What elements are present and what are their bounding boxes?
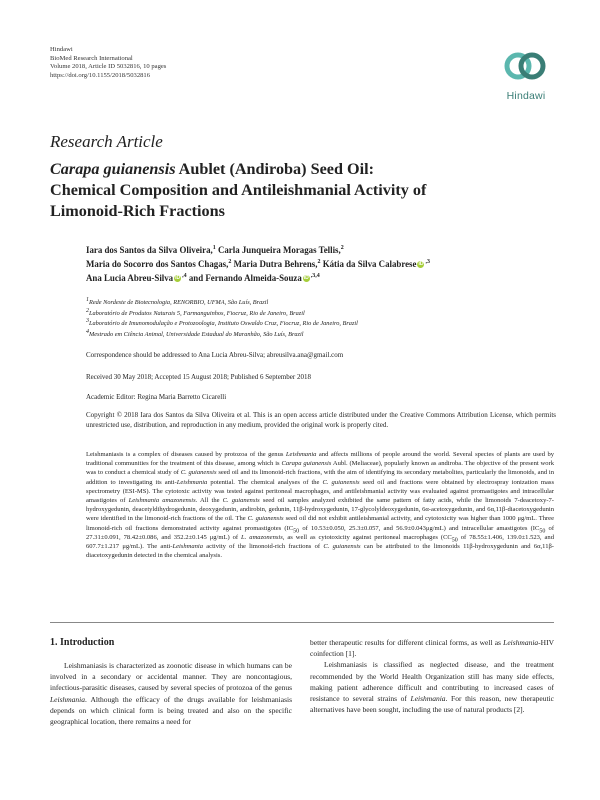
copyright-notice: Copyright © 2018 Iara dos Santos da Silva Oliveira et al. This is an open access article distributed under the Creative Commons Attribution License, which permits unrestricted use, distribution, and reproduction in any medium, provided the original work is properly cited. <box>86 411 556 429</box>
title-line-3: Limonoid-Rich Fractions <box>50 202 225 220</box>
volume-info: Volume 2018, Article ID 5032816, 10 pages <box>50 63 167 71</box>
hindawi-logo-text: Hindawi <box>506 90 546 102</box>
journal-name: BioMed Research International <box>50 54 133 62</box>
section-divider <box>50 622 554 623</box>
orcid-icon[interactable]: iD <box>303 275 309 282</box>
title-line-1: Aublet (Andiroba) Seed Oil: <box>175 160 374 178</box>
orcid-icon[interactable]: iD <box>175 275 181 282</box>
affiliation: $^1$Rede Nordeste de Biotecnologia, RENORBIO, UFMA, São Luís, Brazil <box>86 296 269 306</box>
article-type: Research Article <box>50 132 163 151</box>
title-species: Carapa guianensis <box>50 160 176 178</box>
author-list: Iara dos Santos da Silva Oliveira,$^1$ Carla Junqueira Moragas Tellis,$^2$ Maria do Socorro dos Santos Chagas,$^2$ Maria Dutra Behrens,$^2$ Kátia da Silva Calabrese iD $^{,3}$ Ana Lucia Abreu-Silva iD $^{,4}$ and Fernando Almeida-Souza iD $^{,3,4}$ <box>86 245 430 283</box>
orcid-icon[interactable]: iD <box>418 261 424 268</box>
author-name: and Fernando Almeida-Souza <box>188 273 302 283</box>
academic-editor: Academic Editor: Regina Maria Barretto Cicarelli <box>86 393 227 401</box>
intro-paragraph: better therapeutic results for different clinical forms, as well as Leishmania-HIV coinfection [1]. <box>310 638 554 659</box>
affiliation: $^3$Laboratório de Imunomodulação e Protozoologia, Instituto Oswaldo Cruz, Fiocruz, Rio de Janeiro, Brazil <box>86 318 358 328</box>
doi-link[interactable]: https://doi.org/10.1155/2018/5032816 <box>50 71 151 79</box>
affiliation-list <box>86 298 556 340</box>
author-name: Kátia da Silva Calabrese <box>322 259 417 269</box>
correspondence-note: Correspondence should be addressed to Ana Lucia Abreu-Silva; abreusilva.ana@gmail.com <box>86 351 344 359</box>
title-line-2: Chemical Composition and Antileishmanial Activity of <box>50 181 427 199</box>
author-name: Ana Lucia Abreu-Silva <box>86 273 174 283</box>
section-heading-introduction: 1. Introduction <box>50 637 115 648</box>
intro-left-column <box>50 660 292 727</box>
intro-paragraph: Leishmaniasis is characterized as zoonotic disease in which humans can be involved in a secondary or accidental manner. They are noncontagious, infectious-parasitic diseases, caused by several species of protozoa of the genus Leishmania. Although the efficacy of the drugs available for leishmaniasis depends on which clinical form is being treated and also on the specific geographical location, there remains a need for <box>50 661 292 727</box>
intro-paragraph: Leishmaniasis is classified as neglected disease, and the treatment recommended by the World Health Organization still has many side effects, making patient adherence difficult and contributing to increased cases of resistance to several strains of Leishmania. For this reason, new therapeutic alternatives have been sought, including the use of natural products [2]. <box>310 660 554 715</box>
intro-right-column <box>310 637 554 715</box>
article-title <box>50 159 550 222</box>
publication-dates: Received 30 May 2018; Accepted 15 August 2018; Published 6 September 2018 <box>86 373 311 381</box>
author-name: Maria do Socorro dos Santos Chagas, <box>86 259 229 269</box>
publisher-name: Hindawi <box>50 46 73 53</box>
author-name: Maria Dutra Behrens, <box>233 259 318 269</box>
affiliation: $^2$Laboratório de Produtos Naturais 5, Farmanguinhos, Fiocruz, Rio de Janeiro, Brazil <box>86 307 305 317</box>
abstract: Leishmaniasis is a complex of diseases caused by protozoa of the genus Leishmania and affects millions of people around the world. Several species of plants are used by traditional communities for the treatment of this disease, among which is Carapa guianensis Aubl. (Meliaceae), popularly known as andiroba. The objective of the present work was to conduct a chemical study of C. guianensis seed oil and its limonoid-rich fractions, with the aim of identifying its secondary metabolites, particularly the limonoids, and in addition to investigating its anti-Leishmania potential. The chemical analyses of the C. guianensis seed oil and fractions were obtained by electrospray ionization mass spectrometry (ESI-MS). The cytotoxic activity was tested against peritoneal macrophages, and antileishmanial activity was evaluated against promastigotes and intracellular amastigotes of Leishmania amazonensis. All the C. guianensis seed oil samples analyzed exhibited the same pattern of fatty acids, while the limonoids 7-deacetoxy-7-hydroxygedunin, deacetyldihydrogedunin, deoxygedunin, andirobin, gedunin, 11β-hydroxygedunin, 17-glycolyldeoxygedunin, 6α-acetoxygedunin, and 6α,11β-diacetoxygedunin were identified in the limonoid-rich fractions of the oil. The C. guianensis seed oil did not exhibit antileishmanial activity, and cytotoxicity was higher than 1000 μg/mL. Three limonoid-rich oil fractions demonstrated activity against promastigotes ($IC_{50}$ of 10.53±0.050, 25.3±0.057, and 56.9±0.043μg/mL) and intracellular amastigotes ($IC_{50}$ of 27.31±0.091, 78.42±0.086, and 352.2±0.145 μg/mL) of L. amazonensis, as well as cytotoxicity against peritoneal macrophages ($CC_{50}$ of 78.55±1.406, 139.0±1.523, and 607.7±1.217 μg/mL). The anti-Leishmania activity of the limonoid-rich fractions of C. guianensis can be attributed to the limonoids 11β-hydroxygedunin and 6α,11β-diacetoxygedunin detected in the chemical analysis. <box>86 451 555 560</box>
author-name: Carla Junqueira Moragas Tellis, <box>217 245 341 255</box>
affiliation: $^4$Mestrado em Ciência Animal, Universidade Estadual do Maranhão, São Luís, Brazil <box>86 328 304 338</box>
journal-header <box>50 46 166 80</box>
author-name: Iara dos Santos da Silva Oliveira, <box>86 245 213 255</box>
